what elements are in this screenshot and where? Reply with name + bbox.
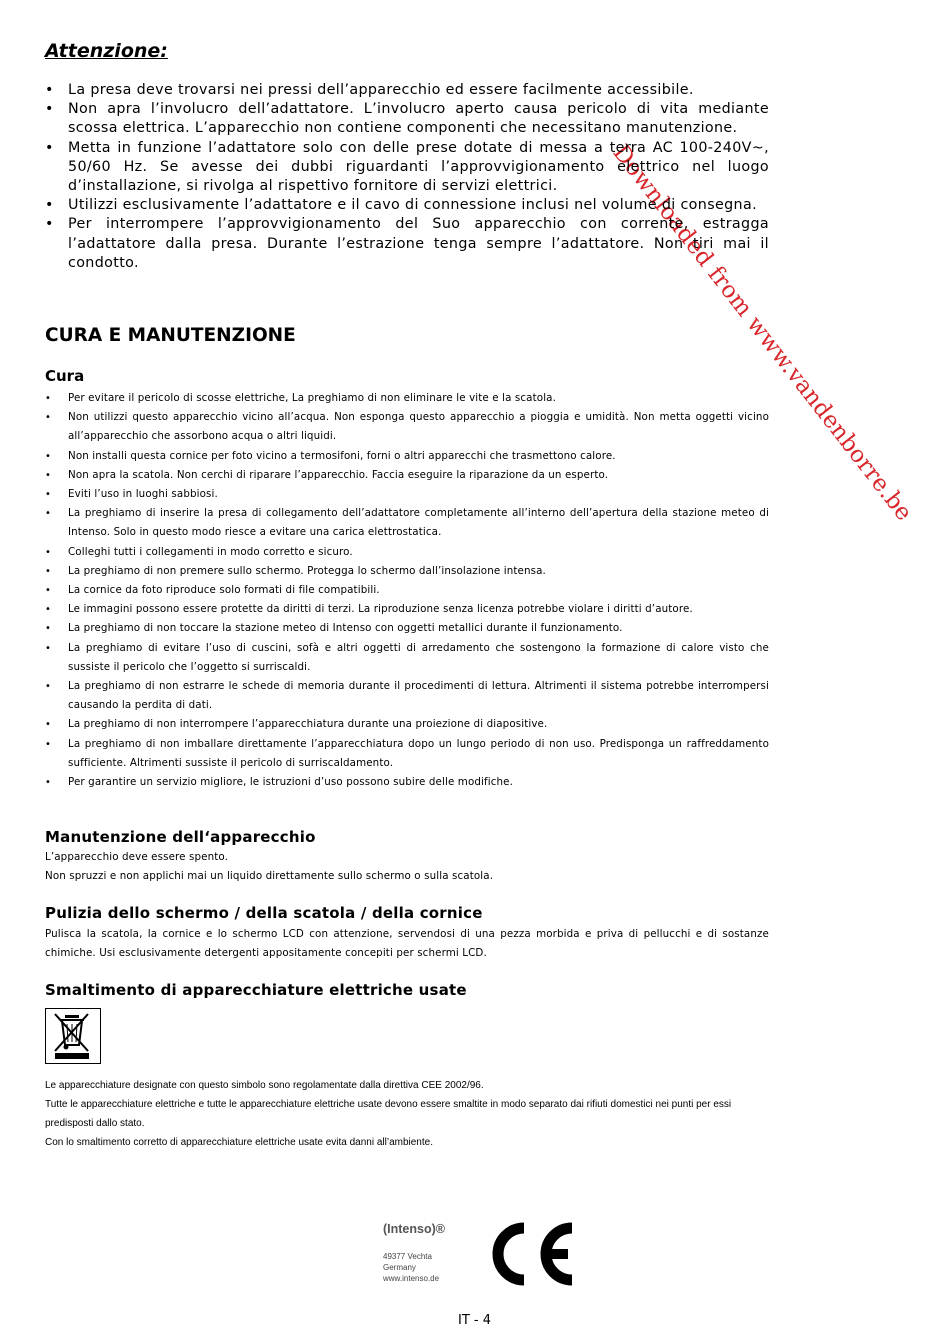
list-item: • La preghiamo di non imballare direttamente l’apparecchiatura dopo un lungo periodo di non uso. Predisponga un raffreddamento sufficiente. Altrimenti sussiste il pericolo di surriscaldamento. (45, 735, 769, 773)
download-watermark: Downloaded from www.vandenborre.be (607, 140, 918, 526)
bullet-icon: • (45, 469, 52, 481)
attention-list (45, 81, 769, 273)
list-item: • La preghiamo di non estrarre le schede di memoria durante il procedimenti di lettura. Altrimenti il sistema potrebbe interrompersi causando la perdita di dati. (45, 677, 769, 715)
bullet-icon: • (45, 777, 52, 789)
list-item: • La preghiamo di non toccare la stazione meteo di Intenso con oggetti metallici durante il funzionamento. (45, 619, 769, 638)
disposal-line: Con lo smaltimento corretto di apparecchiature elettriche usate evita danni all’ambiente. (45, 1137, 433, 1148)
bullet-icon: • (45, 393, 52, 404)
bullet-icon: • (45, 412, 52, 424)
bullet-icon: • (45, 101, 54, 118)
list-item: • Per garantire un servizio migliore, le istruzioni d’uso possono subire delle modifiche. (45, 773, 769, 792)
bullet-icon: • (45, 642, 52, 654)
list-item: • Per interrompere l’approvvigionamento del Suo apparecchio con corrente, estragga l’adattatore dalla presa. Durante l’estrazione tenga sempre l’adattatore. Non tiri mai il condotto. (45, 216, 769, 271)
list-item: • La preghiamo di evitare l’uso di cuscini, sofà e altri oggetti di arredamento che sostengono la formazione di calore visto che sussiste il pericolo che l’oggetto si surriscaldi. (45, 639, 769, 677)
care-list (45, 389, 769, 792)
maintenance-line: L’apparecchio deve essere spento. (45, 851, 229, 863)
bullet-icon: • (45, 738, 52, 750)
bullet-icon: • (45, 139, 54, 156)
bullet-icon: • (45, 216, 54, 233)
disposal-line: Le apparecchiature designate con questo simbolo sono regolamentate dalla direttiva CEE 2002/96. (45, 1080, 484, 1091)
cleaning-heading: Pulizia dello schermo / della scatola / della cornice (45, 904, 483, 922)
bullet-icon: • (45, 565, 52, 577)
list-item: • Eviti l’uso in luoghi sabbiosi. (45, 485, 769, 504)
bullet-icon: • (45, 450, 52, 462)
manufacturer-block (383, 1222, 445, 1284)
weee-crossed-bin-icon (45, 1008, 101, 1064)
list-item: • Metta in funzione l’adattatore solo con delle prese dotate di messa a terra AC 100-240V~, 50/60 Hz. Se avesse dei dubbi riguardanti l’approvvigionamento elettrico nel luogo d’installazione, si rivolga al rispettivo fornitore di servizi elettrici. (45, 139, 769, 195)
section-title-care-maintenance: CURA E MANUTENZIONE (45, 325, 296, 346)
list-item: • Utilizzi esclusivamente l’adattatore e il cavo di connessione inclusi nel volume di consegna. (45, 196, 769, 215)
bullet-icon: • (45, 197, 54, 214)
maintenance-heading: Manutenzione dell‘apparecchio (45, 828, 316, 846)
page-number: IT - 4 (458, 1313, 492, 1328)
bullet-icon: • (45, 681, 52, 693)
list-item: • La preghiamo di non interrompere l’apparecchiatura durante una proiezione di diapositive. (45, 715, 769, 734)
list-item: • Colleghi tutti i collegamenti in modo corretto e sicuro. (45, 543, 769, 562)
list-item: • Non apra la scatola. Non cerchi di riparare l’apparecchio. Faccia eseguire la riparazione da un esperto. (45, 466, 769, 485)
list-item: • Non apra l’involucro dell’adattatore. L’involucro aperto causa pericolo di vita mediante scossa elettrica. L’apparecchio non contiene componenti che necessitano manutenzione. (45, 101, 769, 137)
intenso-logo: (Intenso)® (383, 1222, 445, 1236)
list-item: • Non utilizzi questo apparecchio vicino all’acqua. Non esponga questo apparecchio a pioggia e umidità. Non metta oggetti vicino all’apparecchio che assorbono acqua o altri liquidi. (45, 408, 769, 446)
bullet-icon: • (45, 82, 54, 98)
bullet-icon: • (45, 508, 52, 520)
bullet-icon: • (45, 546, 52, 558)
disposal-line: Tutte le apparecchiature elettriche e tutte le apparecchiature elettriche usate devono essere smaltite in modo separato dai rifiuti domestici nei punti per essi predisposti dallo stato. (45, 1099, 732, 1130)
list-item: • La cornice da foto riproduce solo formati di file compatibili. (45, 581, 769, 600)
manufacturer-address: 49377 Vechta Germany www.intenso.de (383, 1252, 440, 1283)
list-item: • La preghiamo di inserire la presa di collegamento dell’adattatore completamente all’interno dell’apertura della stazione meteo di Intenso. Solo in questo modo riesce a evitare una carica elettrostatica. (45, 504, 769, 542)
bullet-icon: • (45, 719, 52, 731)
bullet-icon: • (45, 585, 52, 597)
list-item: • Per evitare il pericolo di scosse elettriche, La preghiamo di non eliminare le vite e la scatola. (45, 389, 769, 408)
list-item: • Non installi questa cornice per foto vicino a termosifoni, forni o altri apparecchi che trasmettono calore. (45, 447, 769, 466)
bullet-icon: • (45, 489, 52, 501)
list-item: • La preghiamo di non premere sullo schermo. Protegga lo schermo dall’insolazione intensa. (45, 562, 769, 581)
care-heading: Cura (45, 367, 85, 385)
bullet-icon: • (45, 604, 52, 616)
maintenance-line: Non spruzzi e non applichi mai un liquido direttamente sullo schermo o sulla scatola. (45, 870, 494, 882)
list-item: • Le immagini possono essere protette da diritti di terzi. La riproduzione senza licenza potrebbe violare i diritti d’autore. (45, 600, 769, 619)
ce-mark-icon (484, 1218, 578, 1294)
cleaning-text: Pulisca la scatola, la cornice e lo schermo LCD con attenzione, servendosi di una pezza morbida e priva di pellucchi e di sostanze chimiche. Usi esclusivamente detergenti appositamente concepiti per schermi LCD. (45, 928, 769, 960)
attention-heading: Attenzione: (45, 40, 168, 62)
list-item: • La presa deve trovarsi nei pressi dell’apparecchio ed essere facilmente accessibile. (45, 81, 769, 100)
bullet-icon: • (45, 623, 52, 635)
disposal-heading: Smaltimento di apparecchiature elettriche usate (45, 981, 467, 999)
